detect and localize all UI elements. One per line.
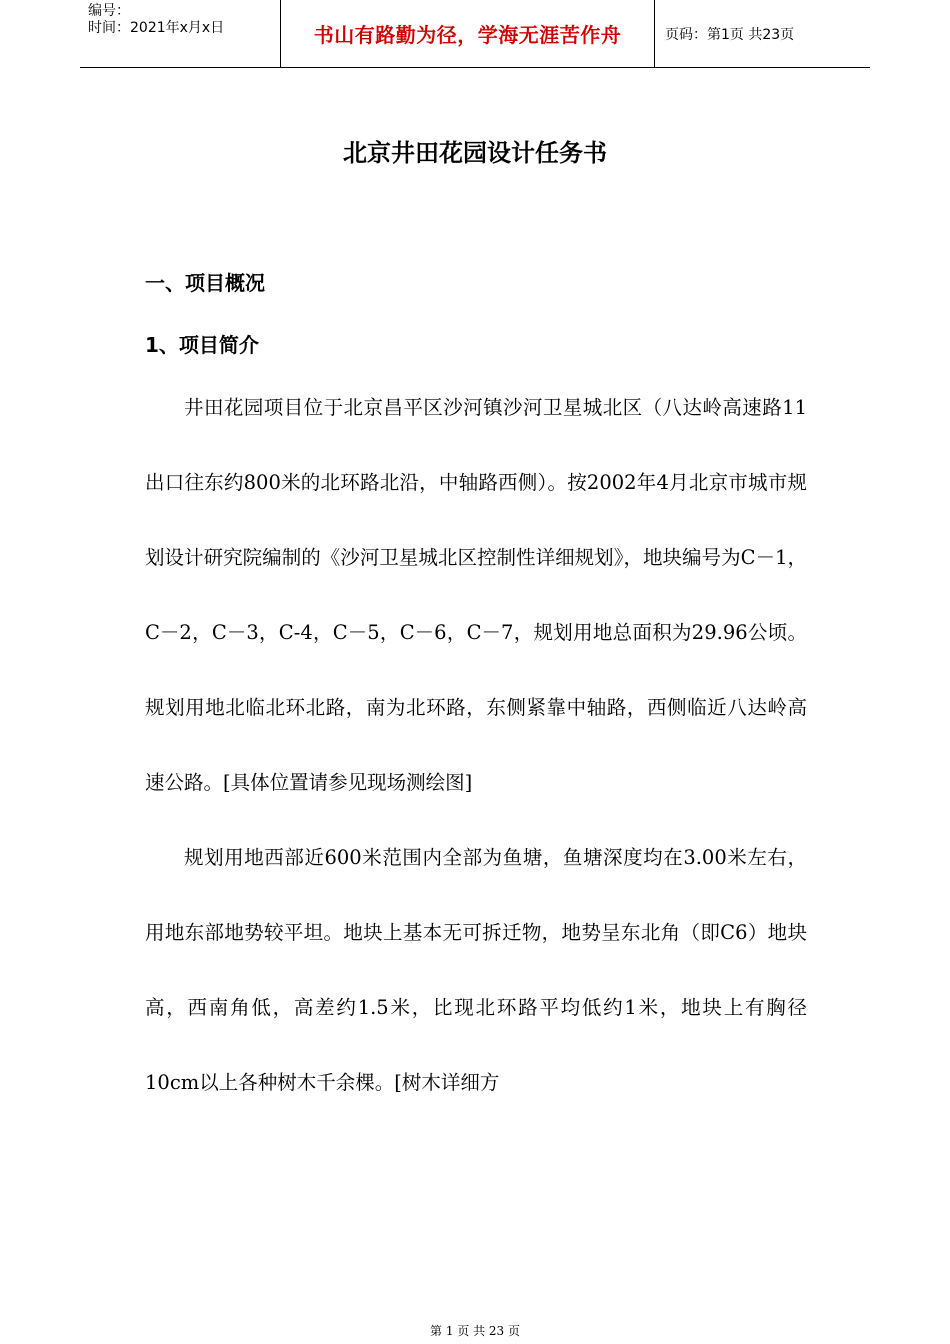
header-motto: 书山有路勤为径，学海无涯苦作舟	[281, 0, 655, 67]
page-footer: 第 1 页 共 23 页	[430, 1324, 520, 1338]
header-number-label: 编号：	[88, 3, 130, 19]
page-header	[80, 0, 870, 68]
paragraph: 规划用地西部近600米范围内全部为鱼塘，鱼塘深度均在3.00米左右，用地东部地势较平坦。地块上基本无可拆迁物，地势呈东北角（即C6）地块高，西南角低，高差约1.5米，比现北环路平均低约1米，地块上有胸径10cm以上各种树木千余棵。[树木详细方	[145, 846, 807, 1094]
paragraph: 井田花园项目位于北京昌平区沙河镇沙河卫星城北区（八达岭高速路11出口往东约800米的北环路北沿，中轴路西侧）。按2002年4月北京市城市规划设计研究院编制的《沙河卫星城北区控制性详细规划》，地块编号为C－1，C－2，C－3，C-4，C－5，C－6，C－7，规划用地总面积为29.96公顷。规划用地北临北环北路，南为北环路，东侧紧靠中轴路，西侧临近八达岭高速公路。[具体位置请参见现场测绘图]	[145, 396, 807, 794]
header-time-label: 时间：2021年x月x日	[88, 20, 225, 36]
subsection-heading: 1、项目简介	[145, 333, 259, 357]
document-title: 北京井田花园设计任务书	[343, 139, 607, 167]
header-page-info: 页码：第1页 共23页	[665, 26, 795, 43]
body-text	[145, 370, 807, 1120]
section-heading: 一、项目概况	[145, 271, 265, 295]
header-meta	[80, 0, 281, 67]
